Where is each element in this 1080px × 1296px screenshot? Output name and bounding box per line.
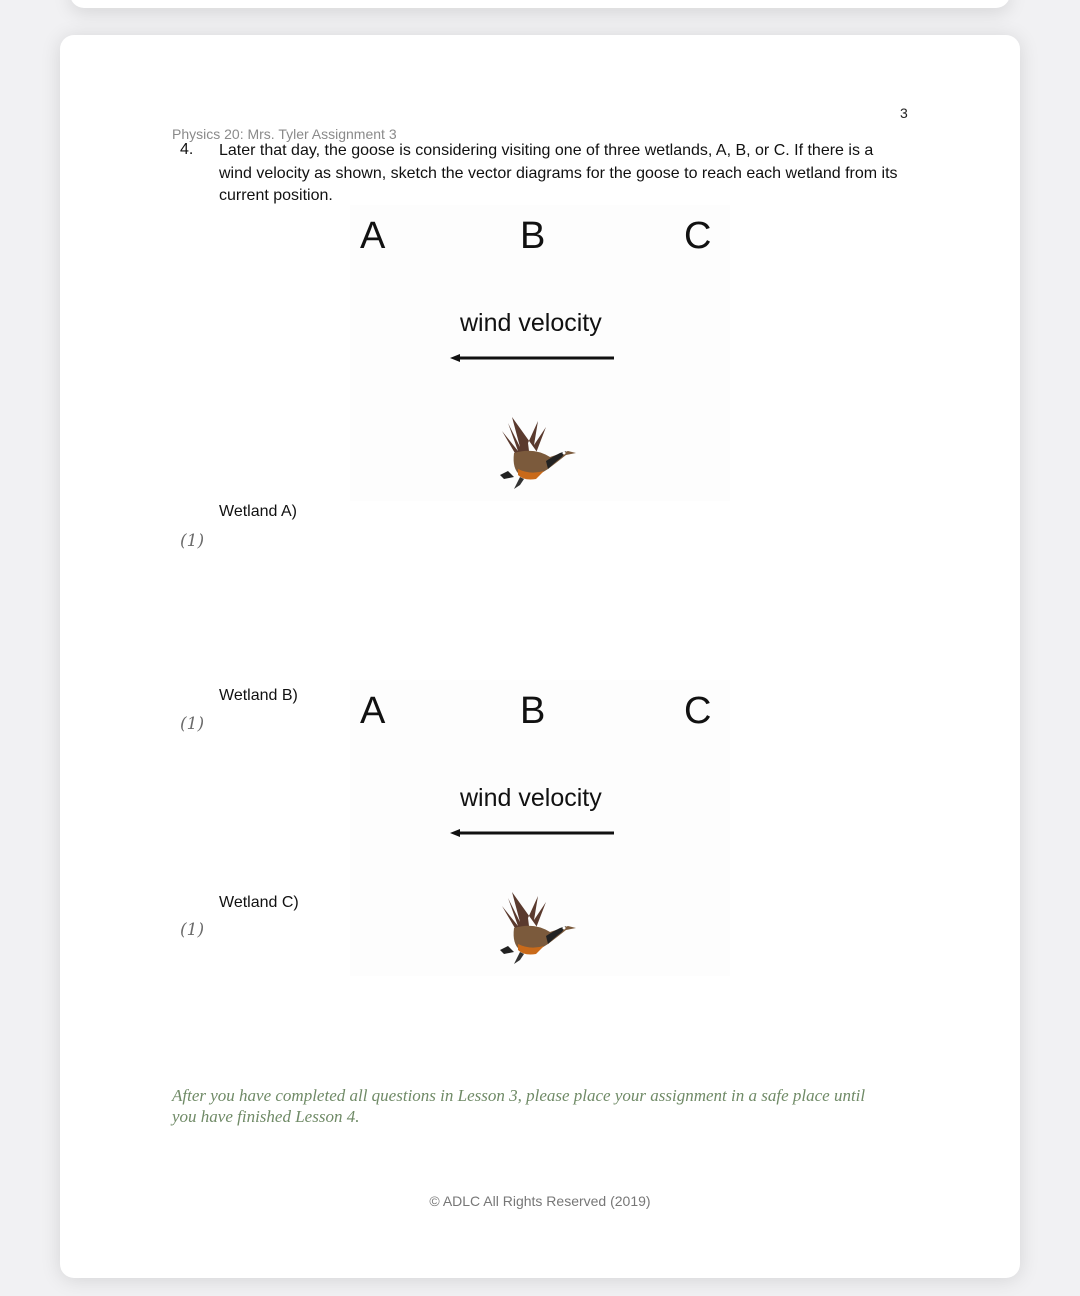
wetland-a-marks: (1): [180, 531, 205, 551]
previous-page-edge: [70, 0, 1010, 8]
wind-velocity-arrow: [450, 351, 616, 365]
question-number: 4.: [180, 141, 194, 158]
wetland-letter-c: C: [684, 690, 712, 732]
wetland-letter-b: B: [520, 690, 546, 732]
wetland-figure: [350, 680, 730, 976]
footer-note: After you have completed all questions in Lesson 3, please place your assignment in a safe place until you have finished Lesson 4.: [172, 1086, 866, 1126]
page-number: 3: [900, 105, 908, 121]
wetland-letter-c: C: [684, 215, 712, 257]
wind-velocity-arrow: [450, 826, 616, 840]
wetland-b-marks: (1): [180, 714, 205, 734]
wetland-letter-b: B: [520, 215, 546, 257]
copyright: © ADLC All Rights Reserved (2019): [429, 1193, 651, 1209]
goose-icon: [490, 888, 580, 968]
wind-velocity-label: wind velocity: [460, 309, 602, 337]
wetland-letter-a: A: [360, 690, 386, 732]
document-page: [60, 35, 1020, 1278]
wetland-c-label: Wetland C): [219, 894, 299, 911]
wind-velocity-label: wind velocity: [460, 784, 602, 812]
wetland-letter-a: A: [360, 215, 386, 257]
wetland-c-marks: (1): [180, 920, 205, 940]
question-text: Later that day, the goose is considering visiting one of three wetlands, A, B, or C. If there is a wind velocity as shown, sketch the vector diagrams for the goose to reach each wetland from its current position.: [219, 142, 898, 204]
page-header: Physics 20: Mrs. Tyler Assignment 3: [172, 126, 397, 142]
wetland-a-label: Wetland A): [219, 503, 297, 520]
wetland-figure: [350, 205, 730, 501]
goose-icon: [490, 413, 580, 493]
wetland-b-label: Wetland B): [219, 687, 298, 704]
